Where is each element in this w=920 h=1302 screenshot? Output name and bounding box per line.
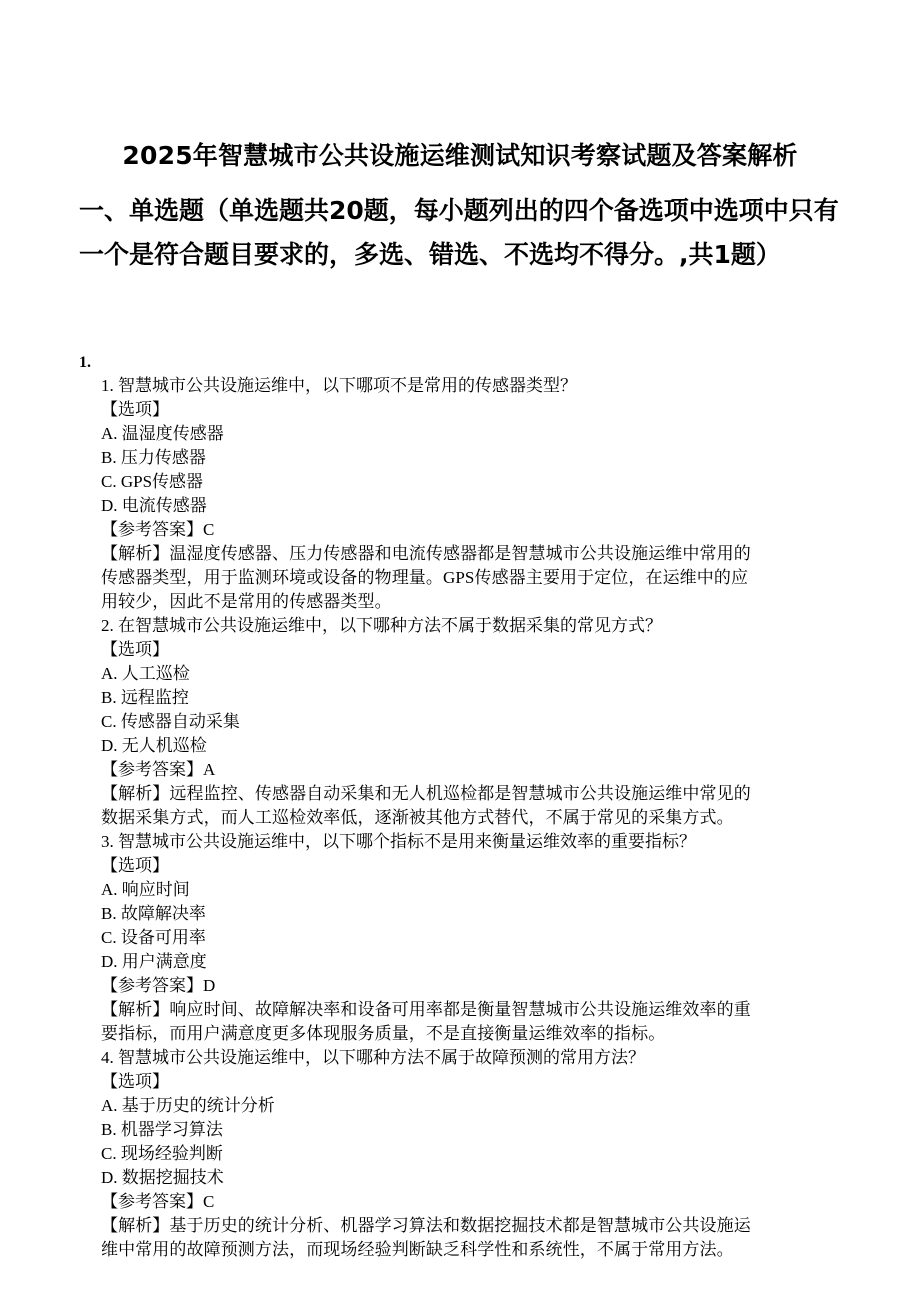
option-d: D. 用户满意度 <box>101 952 207 971</box>
answer-value: C <box>203 1192 215 1211</box>
analysis-line <box>101 782 821 806</box>
option-b: B. 故障解决率 <box>101 904 206 923</box>
option-c: C. 现场经验判断 <box>101 1144 223 1163</box>
document-title: 2025年智慧城市公共设施运维测试知识考察试题及答案解析 <box>122 141 798 170</box>
option-a: A. 温湿度传感器 <box>101 424 224 443</box>
option-a: A. 响应时间 <box>101 880 190 899</box>
answer-line <box>101 518 821 542</box>
option-d: D. 无人机巡检 <box>101 736 207 755</box>
section-heading <box>79 191 849 279</box>
answer-label: 【参考答案】 <box>101 520 203 539</box>
option-c: C. 传感器自动采集 <box>101 712 240 731</box>
question-text: 4. 智慧城市公共设施运维中，以下哪种方法不属于故障预测的常用方法？ <box>101 1048 645 1067</box>
analysis-line: 维中常用的故障预测方法，而现场经验判断缺乏科学性和系统性，不属于常用方法。 <box>101 1240 734 1259</box>
answer-label: 【参考答案】 <box>101 1192 203 1211</box>
question-3 <box>101 830 821 1046</box>
option-b: B. 机器学习算法 <box>101 1120 223 1139</box>
section-heading-line-2: 一个是符合题目要求的，多选、错选、不选均不得分。,共1题） <box>79 240 781 269</box>
question-1 <box>101 374 821 614</box>
analysis-label: 【解析】 <box>101 1000 170 1019</box>
answer-value: C <box>203 520 215 539</box>
option-d: D. 电流传感器 <box>101 496 207 515</box>
answer-label: 【参考答案】 <box>101 760 203 779</box>
question-group-number: 1. <box>79 354 91 371</box>
analysis-label: 【解析】 <box>101 1216 170 1235</box>
option-c: C. 设备可用率 <box>101 928 206 947</box>
option-b: B. 压力传感器 <box>101 448 206 467</box>
analysis-text: 远程监控、传感器自动采集和无人机巡检都是智慧城市公共设施运维中常见的 <box>169 784 751 803</box>
analysis-line: 用较少，因此不是常用的传感器类型。 <box>101 592 392 611</box>
options-label: 【选项】 <box>101 1072 169 1091</box>
answer-value: D <box>203 976 216 995</box>
answer-value: A <box>203 760 216 779</box>
analysis-line: 要指标，而用户满意度更多体现服务质量，不是直接衡量运维效率的指标。 <box>101 1024 666 1043</box>
analysis-line: 数据采集方式，而人工巡检效率低，逐渐被其他方式替代，不属于常见的采集方式。 <box>101 808 734 827</box>
analysis-label: 【解析】 <box>101 784 170 803</box>
analysis-line <box>101 542 821 566</box>
option-a: A. 基于历史的统计分析 <box>101 1096 275 1115</box>
question-text: 1. 智慧城市公共设施运维中，以下哪项不是常用的传感器类型？ <box>101 376 577 395</box>
section-heading-line-1: 一、单选题（单选题共20题，每小题列出的四个备选项中选项中只有 <box>79 196 839 225</box>
analysis-text: 温湿度传感器、压力传感器和电流传感器都是智慧城市公共设施运维中常用的 <box>169 544 751 563</box>
option-a: A. 人工巡检 <box>101 664 190 683</box>
analysis-label: 【解析】 <box>101 544 170 563</box>
options-label: 【选项】 <box>101 400 169 419</box>
question-2 <box>101 614 821 830</box>
options-label: 【选项】 <box>101 856 169 875</box>
option-b: B. 远程监控 <box>101 688 189 707</box>
answer-line <box>101 758 821 782</box>
answer-line <box>101 1190 821 1214</box>
options-label: 【选项】 <box>101 640 169 659</box>
question-text: 2. 在智慧城市公共设施运维中，以下哪种方法不属于数据采集的常见方式？ <box>101 616 662 635</box>
analysis-text: 响应时间、故障解决率和设备可用率都是衡量智慧城市公共设施运维效率的重 <box>169 1000 751 1019</box>
analysis-line <box>101 1214 821 1238</box>
answer-label: 【参考答案】 <box>101 976 203 995</box>
question-text: 3. 智慧城市公共设施运维中，以下哪个指标不是用来衡量运维效率的重要指标？ <box>101 832 696 851</box>
analysis-line <box>101 998 821 1022</box>
analysis-line: 传感器类型，用于监测环境或设备的物理量。GPS传感器主要用于定位，在运维中的应 <box>101 568 749 587</box>
analysis-text: 基于历史的统计分析、机器学习算法和数据挖掘技术都是智慧城市公共设施运 <box>169 1216 751 1235</box>
question-4 <box>101 1046 821 1262</box>
option-c: C. GPS传感器 <box>101 472 204 491</box>
answer-line <box>101 974 821 998</box>
question-list <box>101 374 821 1262</box>
option-d: D. 数据挖掘技术 <box>101 1168 224 1187</box>
